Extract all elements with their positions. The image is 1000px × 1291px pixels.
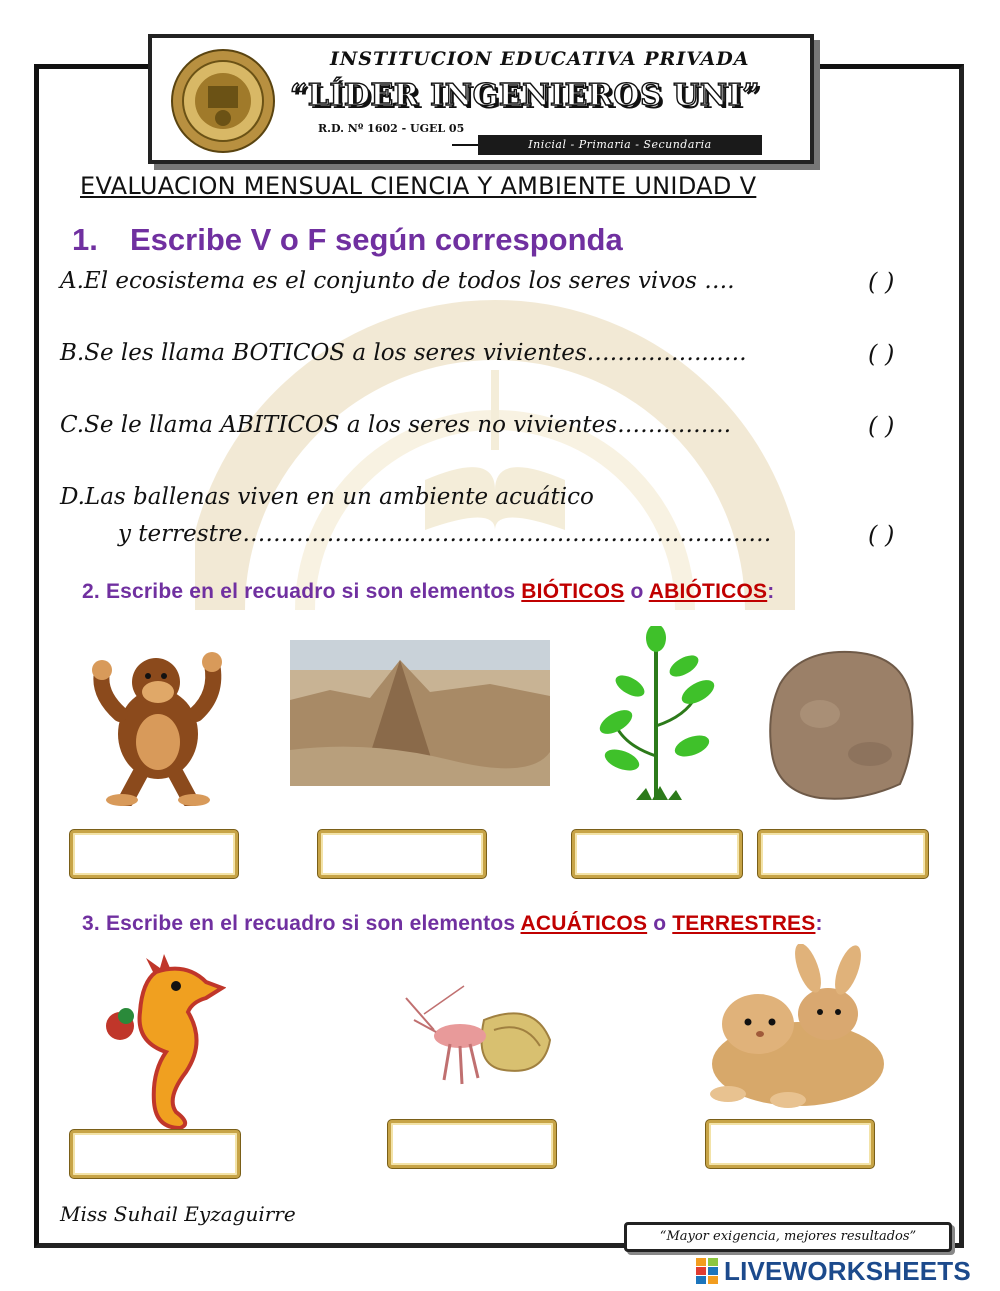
question-3-title	[82, 912, 823, 936]
answer-box-seahorse[interactable]	[70, 1130, 240, 1178]
school-crest-icon	[170, 48, 276, 154]
answer-box-rabbits[interactable]	[706, 1120, 874, 1168]
question-2-connector: o	[630, 580, 644, 603]
statement-c: C.Se le llama ABITICOS a los seres no vivientes……..…….	[60, 412, 732, 438]
answer-box-hermit-crab[interactable]	[388, 1120, 556, 1168]
resolution-number: R.D. Nº 1602 - UGEL 05	[318, 122, 465, 135]
school-name: “LÍDER INGENIEROS UNI”	[290, 78, 760, 113]
question-2-colon: :	[767, 580, 775, 603]
school-type: INSTITUCION EDUCATIVA PRIVADA	[330, 48, 750, 70]
answer-paren-d[interactable]: ( )	[868, 521, 895, 549]
question-1-text: Escribe V o F según corresponda	[130, 222, 623, 257]
statement-b: B.Se les llama BOTICOS a los seres vivientes……………..….	[60, 340, 747, 366]
school-motto: “Mayor exigencia, mejores resultados”	[624, 1222, 952, 1252]
teacher-signature: Miss Suhail Eyzaguirre	[60, 1202, 296, 1226]
question-3-colon: :	[815, 912, 823, 935]
exam-title: EVALUACION MENSUAL CIENCIA Y AMBIENTE UNIDAD V	[80, 172, 757, 200]
school-header	[148, 34, 814, 164]
question-3-connector: o	[653, 912, 667, 935]
school-levels: Inicial - Primaria - Secundaria	[478, 135, 762, 155]
question-2-title	[82, 580, 774, 604]
answer-paren-a[interactable]: ( )	[868, 268, 895, 296]
question-2-prefix: 2. Escribe en el recuadro si son elementos	[82, 580, 516, 603]
keyword-bioticos: BIÓTICOS	[521, 580, 625, 603]
liveworksheets-logo[interactable]	[696, 1255, 971, 1287]
answer-box-plant[interactable]	[572, 830, 742, 878]
question-3-prefix: 3. Escribe en el recuadro si son elementos	[82, 912, 516, 935]
answer-box-gorilla[interactable]	[70, 830, 238, 878]
statement-a: A.El ecosistema es el conjunto de todos los seres vivos ….	[60, 268, 735, 294]
keyword-acuaticos: ACUÁTICOS	[520, 912, 648, 935]
gorilla-image	[78, 634, 238, 806]
rabbits-image	[688, 944, 888, 1114]
question-1-number: 1.	[72, 222, 98, 257]
keyword-terrestres: TERRESTRES	[672, 912, 816, 935]
liveworksheets-brand: LIVEWORKSHEETS	[724, 1255, 971, 1286]
hermit-crab-image	[404, 980, 554, 1090]
statement-d-line1: D.Las ballenas viven en un ambiente acuático	[60, 484, 594, 510]
answer-paren-b[interactable]: ( )	[868, 340, 895, 368]
rock-image	[760, 644, 920, 804]
answer-box-mountain[interactable]	[318, 830, 486, 878]
mountain-image	[290, 640, 550, 786]
answer-paren-c[interactable]: ( )	[868, 412, 895, 440]
statement-d-line2: y terrestre……………………………………………………………	[118, 521, 772, 547]
seahorse-image	[96, 952, 226, 1130]
liveworksheets-icon	[696, 1258, 718, 1284]
keyword-abioticos: ABIÓTICOS	[648, 580, 768, 603]
plant-image	[596, 626, 716, 804]
question-1-title	[72, 222, 623, 258]
answer-box-rock[interactable]	[758, 830, 928, 878]
